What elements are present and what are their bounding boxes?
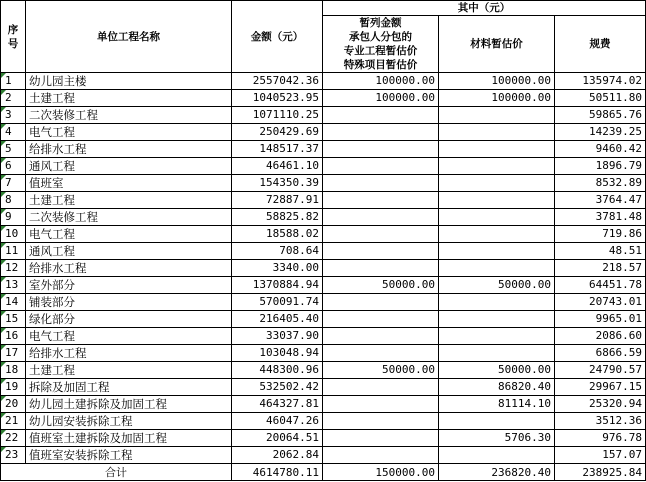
row-index: 1 xyxy=(1,73,26,90)
row-amount: 33037.90 xyxy=(232,328,323,345)
row-fee: 59865.76 xyxy=(555,107,646,124)
total-label: 合计 xyxy=(1,464,232,481)
total-material: 236820.40 xyxy=(439,464,555,481)
table-row xyxy=(1,379,646,396)
row-provisional xyxy=(323,260,439,277)
row-index: 21 xyxy=(1,413,26,430)
row-name: 电气工程 xyxy=(26,124,232,141)
row-amount: 18588.02 xyxy=(232,226,323,243)
row-material xyxy=(439,328,555,345)
row-index: 16 xyxy=(1,328,26,345)
row-provisional xyxy=(323,124,439,141)
header-fee: 规费 xyxy=(555,16,646,73)
row-fee: 719.86 xyxy=(555,226,646,243)
table-row xyxy=(1,243,646,260)
row-amount: 20064.51 xyxy=(232,430,323,447)
header-material: 材料暂估价 xyxy=(439,16,555,73)
table-row xyxy=(1,175,646,192)
row-provisional xyxy=(323,430,439,447)
row-material xyxy=(439,209,555,226)
row-fee: 29967.15 xyxy=(555,379,646,396)
row-amount: 1071110.25 xyxy=(232,107,323,124)
table-row xyxy=(1,158,646,175)
table-row xyxy=(1,311,646,328)
row-material xyxy=(439,175,555,192)
row-material xyxy=(439,413,555,430)
row-fee: 20743.01 xyxy=(555,294,646,311)
row-index: 5 xyxy=(1,141,26,158)
row-material: 5706.30 xyxy=(439,430,555,447)
row-index: 19 xyxy=(1,379,26,396)
row-amount: 216405.40 xyxy=(232,311,323,328)
row-name: 电气工程 xyxy=(26,328,232,345)
table-row xyxy=(1,413,646,430)
table-row xyxy=(1,226,646,243)
row-fee: 9460.42 xyxy=(555,141,646,158)
row-provisional: 100000.00 xyxy=(323,90,439,107)
row-provisional xyxy=(323,141,439,158)
row-amount: 72887.91 xyxy=(232,192,323,209)
row-amount: 3340.00 xyxy=(232,260,323,277)
row-name: 幼儿园安装拆除工程 xyxy=(26,413,232,430)
row-name: 通风工程 xyxy=(26,243,232,260)
row-index: 6 xyxy=(1,158,26,175)
row-material xyxy=(439,345,555,362)
row-provisional xyxy=(323,209,439,226)
row-fee: 50511.80 xyxy=(555,90,646,107)
row-name: 幼儿园土建拆除及加固工程 xyxy=(26,396,232,413)
row-fee: 3781.48 xyxy=(555,209,646,226)
row-fee: 218.57 xyxy=(555,260,646,277)
row-amount: 2557042.36 xyxy=(232,73,323,90)
row-material: 50000.00 xyxy=(439,277,555,294)
row-index: 23 xyxy=(1,447,26,464)
row-index: 8 xyxy=(1,192,26,209)
header-group: 其中（元） xyxy=(323,1,646,16)
row-amount: 46461.10 xyxy=(232,158,323,175)
row-fee: 3764.47 xyxy=(555,192,646,209)
row-material xyxy=(439,141,555,158)
row-name: 室外部分 xyxy=(26,277,232,294)
row-index: 17 xyxy=(1,345,26,362)
row-name: 值班室安装拆除工程 xyxy=(26,447,232,464)
table-row xyxy=(1,430,646,447)
row-fee: 48.51 xyxy=(555,243,646,260)
row-fee: 976.78 xyxy=(555,430,646,447)
row-provisional xyxy=(323,294,439,311)
row-name: 值班室 xyxy=(26,175,232,192)
row-fee: 9965.01 xyxy=(555,311,646,328)
row-amount: 148517.37 xyxy=(232,141,323,158)
table-row xyxy=(1,209,646,226)
row-name: 土建工程 xyxy=(26,192,232,209)
row-name: 给排水工程 xyxy=(26,141,232,158)
row-material: 50000.00 xyxy=(439,362,555,379)
row-provisional xyxy=(323,192,439,209)
row-fee: 3512.36 xyxy=(555,413,646,430)
row-provisional xyxy=(323,328,439,345)
row-material: 100000.00 xyxy=(439,73,555,90)
row-name: 二次装修工程 xyxy=(26,107,232,124)
header-amount: 金额（元） xyxy=(232,1,323,73)
row-fee: 2086.60 xyxy=(555,328,646,345)
row-index: 11 xyxy=(1,243,26,260)
row-provisional xyxy=(323,396,439,413)
table-row xyxy=(1,396,646,413)
row-fee: 8532.89 xyxy=(555,175,646,192)
row-index: 22 xyxy=(1,430,26,447)
row-amount: 2062.84 xyxy=(232,447,323,464)
row-provisional xyxy=(323,345,439,362)
row-amount: 103048.94 xyxy=(232,345,323,362)
row-provisional xyxy=(323,243,439,260)
row-material xyxy=(439,243,555,260)
row-provisional xyxy=(323,226,439,243)
row-amount: 154350.39 xyxy=(232,175,323,192)
row-provisional xyxy=(323,107,439,124)
table-row xyxy=(1,107,646,124)
table-row xyxy=(1,124,646,141)
table-row xyxy=(1,141,646,158)
row-material: 86820.40 xyxy=(439,379,555,396)
row-material xyxy=(439,158,555,175)
row-name: 二次装修工程 xyxy=(26,209,232,226)
row-amount: 448300.96 xyxy=(232,362,323,379)
table-row xyxy=(1,294,646,311)
row-amount: 250429.69 xyxy=(232,124,323,141)
row-material xyxy=(439,260,555,277)
row-index: 4 xyxy=(1,124,26,141)
table-header xyxy=(1,1,646,73)
table-row xyxy=(1,90,646,107)
table-row xyxy=(1,447,646,464)
row-fee: 157.07 xyxy=(555,447,646,464)
row-index: 7 xyxy=(1,175,26,192)
row-name: 值班室土建拆除及加固工程 xyxy=(26,430,232,447)
row-material xyxy=(439,124,555,141)
row-material xyxy=(439,447,555,464)
row-material xyxy=(439,294,555,311)
row-name: 拆除及加固工程 xyxy=(26,379,232,396)
header-name: 单位工程名称 xyxy=(26,1,232,73)
row-name: 土建工程 xyxy=(26,362,232,379)
table-row xyxy=(1,362,646,379)
row-name: 铺装部分 xyxy=(26,294,232,311)
row-fee: 14239.25 xyxy=(555,124,646,141)
total-amount: 4614780.11 xyxy=(232,464,323,481)
row-provisional xyxy=(323,379,439,396)
row-material: 100000.00 xyxy=(439,90,555,107)
total-row xyxy=(1,464,646,481)
table-body xyxy=(1,73,646,464)
row-provisional xyxy=(323,413,439,430)
total-provisional: 150000.00 xyxy=(323,464,439,481)
row-provisional xyxy=(323,447,439,464)
row-index: 20 xyxy=(1,396,26,413)
row-index: 12 xyxy=(1,260,26,277)
row-index: 9 xyxy=(1,209,26,226)
row-name: 给排水工程 xyxy=(26,345,232,362)
table-row xyxy=(1,192,646,209)
row-amount: 1370884.94 xyxy=(232,277,323,294)
row-fee: 24790.57 xyxy=(555,362,646,379)
row-amount: 708.64 xyxy=(232,243,323,260)
row-material xyxy=(439,107,555,124)
row-fee: 64451.78 xyxy=(555,277,646,294)
row-index: 3 xyxy=(1,107,26,124)
row-material xyxy=(439,192,555,209)
row-index: 2 xyxy=(1,90,26,107)
row-fee: 1896.79 xyxy=(555,158,646,175)
row-name: 通风工程 xyxy=(26,158,232,175)
row-name: 电气工程 xyxy=(26,226,232,243)
row-index: 14 xyxy=(1,294,26,311)
row-amount: 532502.42 xyxy=(232,379,323,396)
row-amount: 464327.81 xyxy=(232,396,323,413)
row-provisional xyxy=(323,311,439,328)
table-row xyxy=(1,277,646,294)
row-index: 13 xyxy=(1,277,26,294)
row-index: 18 xyxy=(1,362,26,379)
row-index: 15 xyxy=(1,311,26,328)
row-provisional: 50000.00 xyxy=(323,362,439,379)
row-material xyxy=(439,226,555,243)
table-row xyxy=(1,260,646,277)
table-row xyxy=(1,345,646,362)
row-fee: 135974.02 xyxy=(555,73,646,90)
row-fee: 25320.94 xyxy=(555,396,646,413)
row-amount: 58825.82 xyxy=(232,209,323,226)
table-row xyxy=(1,328,646,345)
row-index: 10 xyxy=(1,226,26,243)
header-provisional: 暂列金额 承包人分包的 专业工程暂估价 特殊项目暂估价 xyxy=(323,16,439,73)
row-name: 土建工程 xyxy=(26,90,232,107)
header-index: 序号 xyxy=(1,1,26,73)
row-name: 绿化部分 xyxy=(26,311,232,328)
row-material xyxy=(439,311,555,328)
row-provisional: 50000.00 xyxy=(323,277,439,294)
row-amount: 570091.74 xyxy=(232,294,323,311)
table-row xyxy=(1,73,646,90)
row-amount: 46047.26 xyxy=(232,413,323,430)
row-amount: 1040523.95 xyxy=(232,90,323,107)
row-provisional xyxy=(323,175,439,192)
row-name: 幼儿园主楼 xyxy=(26,73,232,90)
total-fee: 238925.84 xyxy=(555,464,646,481)
row-provisional: 100000.00 xyxy=(323,73,439,90)
row-material: 81114.10 xyxy=(439,396,555,413)
row-name: 给排水工程 xyxy=(26,260,232,277)
row-provisional xyxy=(323,158,439,175)
row-fee: 6866.59 xyxy=(555,345,646,362)
